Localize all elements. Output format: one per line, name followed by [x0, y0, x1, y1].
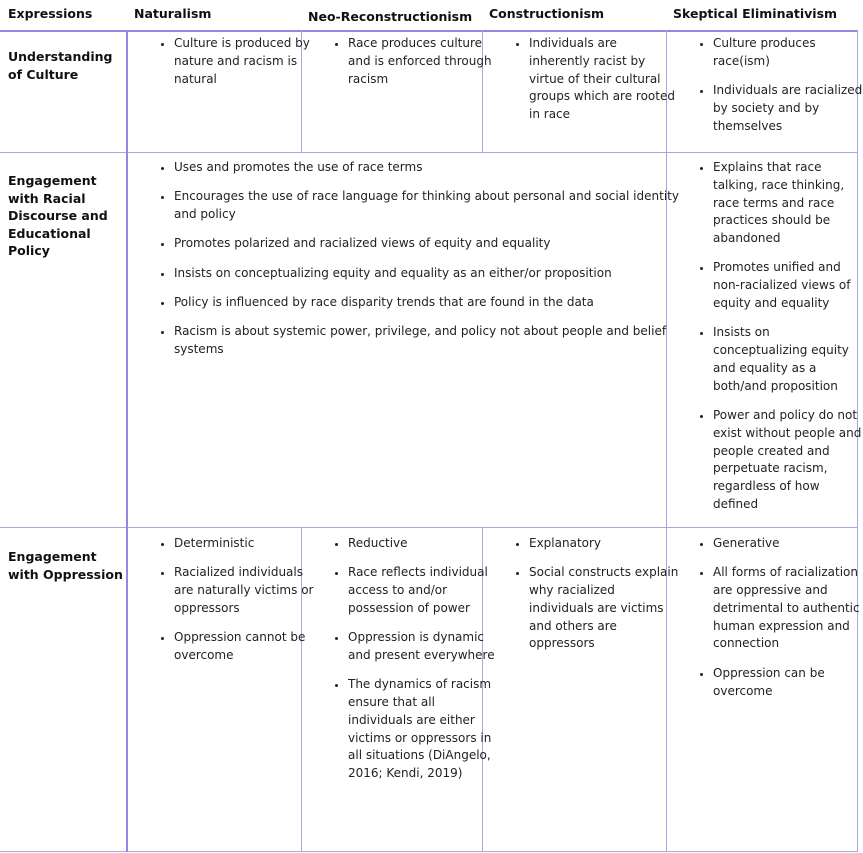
list-item: • Culture is produced by nature and racism is natural — [174, 35, 314, 88]
header-naturalism: Naturalism — [134, 6, 212, 21]
list-item: • Encourages the use of race language for thinking about personal and social identity and policy — [174, 188, 679, 224]
cell-culture-naturalism — [154, 35, 314, 100]
cell-culture-skeptical — [693, 35, 863, 147]
header-rule — [0, 30, 858, 32]
list-item: • Racism is about systemic power, privilege, and policy not about people and belief systems — [174, 323, 679, 359]
list-item: • Culture produces race(ism) — [713, 35, 863, 71]
cell-oppression-constructionism — [509, 535, 681, 665]
cell-oppression-skeptical — [693, 535, 863, 712]
list-item: • Oppression can be overcome — [713, 665, 863, 701]
list-item: • Deterministic — [174, 535, 314, 553]
list-item: • All forms of racialization are oppressive and detrimental to authentic human expression and connection — [713, 564, 863, 653]
list-item: • Explains that race talking, race thinking, race terms and race practices should be abandoned — [713, 159, 863, 248]
list-item: • Promotes polarized and racialized views of equity and equality — [174, 235, 679, 253]
list-item: • Race produces culture and is enforced through racism — [348, 35, 493, 88]
list-item: • Individuals are inherently racist by virtue of their cultural groups which are rooted in race — [529, 35, 677, 124]
list-item: • Racialized individuals are naturally victims or oppressors — [174, 564, 314, 617]
header-neo-reconstructionism: Neo-Reconstructionism — [308, 9, 473, 24]
list-item: • Uses and promotes the use of race terms — [174, 159, 679, 177]
list-item: • Individuals are racialized by society and by themselves — [713, 82, 863, 135]
list-item: • The dynamics of racism ensure that all individuals are either victims or oppressors in all situations (DiAngelo, 2016; Kendi, 2019) — [348, 676, 495, 783]
label-column-rule — [126, 30, 128, 852]
row-rule-1 — [0, 152, 858, 153]
cell-culture-constructionism — [509, 35, 677, 135]
row-rule-2 — [0, 527, 858, 528]
list-item: • Race reflects individual access to and/or possession of power — [348, 564, 495, 617]
list-item: • Insists on conceptualizing equity and equality as an either/or proposition — [174, 265, 679, 283]
row-label-engagement-oppression: Engagement with Oppression — [8, 549, 123, 582]
row-label-understanding-of-culture: Understanding of Culture — [8, 49, 113, 82]
list-item: • Policy is influenced by race disparity trends that are found in the data — [174, 294, 679, 312]
header-constructionism: Constructionism — [489, 6, 605, 21]
bottom-rule — [0, 851, 858, 852]
cell-discourse-merged — [154, 159, 679, 370]
row-label-engagement-racial-discourse: Engagement with Racial Discourse and Educational Policy — [8, 173, 108, 258]
header-expressions: Expressions — [8, 6, 93, 21]
list-item: • Explanatory — [529, 535, 681, 553]
list-item: • Insists on conceptualizing equity and equality as a both/and proposition — [713, 324, 863, 395]
cell-culture-neo — [328, 35, 493, 100]
list-item: • Reductive — [348, 535, 495, 553]
list-item: • Generative — [713, 535, 863, 553]
cell-discourse-skeptical — [693, 159, 863, 525]
list-item: • Oppression is dynamic and present everywhere — [348, 629, 495, 665]
cell-oppression-neo — [328, 535, 495, 795]
cell-oppression-naturalism — [154, 535, 314, 676]
list-item: • Social constructs explain why racialized individuals are victims and others are oppressors — [529, 564, 681, 653]
list-item: • Power and policy do not exist without people and people created and perpetuate racism, regardless of how defined — [713, 407, 863, 514]
list-item: • Promotes unified and non-racialized views of equity and equality — [713, 259, 863, 312]
header-skeptical-eliminativism: Skeptical Eliminativism — [673, 6, 838, 21]
col-rule-construction-skeptical — [666, 30, 667, 852]
list-item: • Oppression cannot be overcome — [174, 629, 314, 665]
